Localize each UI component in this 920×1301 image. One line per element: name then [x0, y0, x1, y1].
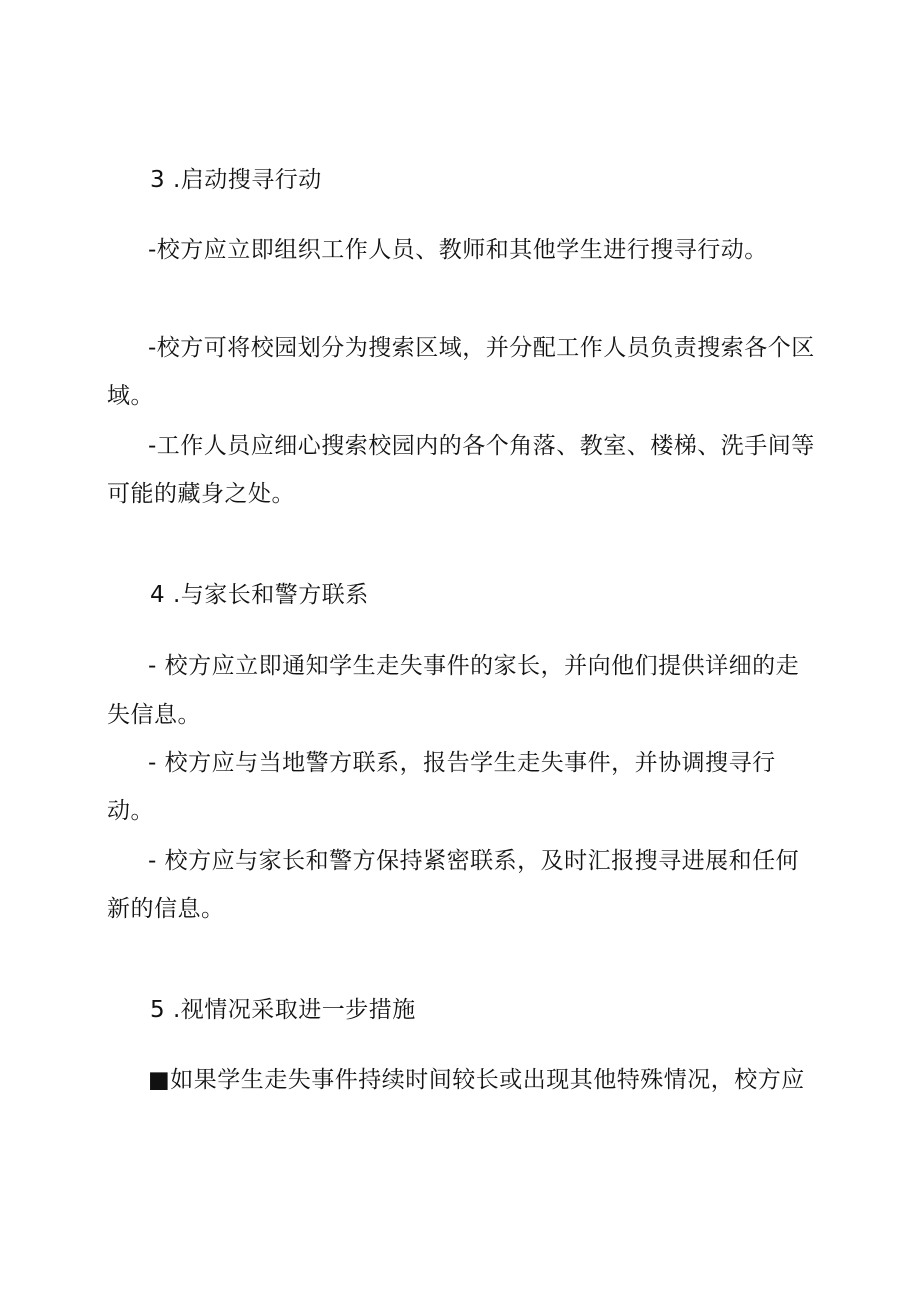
paragraph-line: 可能的藏身之处。 — [107, 481, 295, 507]
paragraph-line: -校方可将校园划分为搜索区域，并分配工作人员负责搜索各个区 — [148, 335, 815, 361]
section-heading-4: 4 .与家长和警方联系 — [150, 582, 369, 608]
section-heading-3: 3 .启动搜寻行动 — [150, 167, 322, 193]
paragraph-line: - 校方应与当地警方联系，报告学生走失事件，并协调搜寻行 — [148, 750, 776, 776]
paragraph-line: - 校方应与家长和警方保持紧密联系，及时汇报搜寻进展和任何 — [148, 848, 800, 874]
paragraph-line: ■如果学生走失事件持续时间较长或出现其他特殊情况，校方应 — [148, 1067, 805, 1093]
paragraph-line: -校方应立即组织工作人员、教师和其他学生进行搜寻行动。 — [148, 237, 768, 263]
paragraph-line: 新的信息。 — [107, 896, 225, 922]
section-heading-5: 5 .视情况采取进一步措施 — [150, 997, 416, 1023]
paragraph-line: -工作人员应细心搜索校园内的各个角落、教室、楼梯、洗手间等 — [148, 433, 815, 459]
paragraph-line: 域。 — [107, 383, 154, 409]
paragraph-line: - 校方应立即通知学生走失事件的家长，并向他们提供详细的走 — [148, 653, 800, 679]
paragraph-line: 动。 — [107, 798, 154, 824]
paragraph-line: 失信息。 — [107, 702, 201, 728]
